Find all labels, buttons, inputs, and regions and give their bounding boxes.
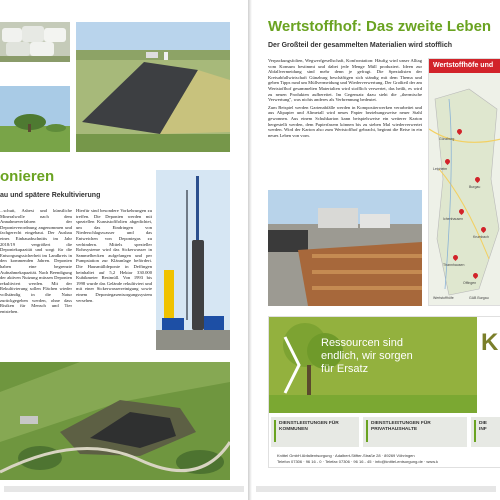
map-place-label: Offingen bbox=[463, 281, 477, 285]
map-place-label: Leipheim bbox=[433, 167, 448, 171]
photo-crane bbox=[156, 170, 230, 350]
left-body-column-1: ...schutt, Asbest und künstliche Mineralwolle nach dem Annahmeverfahren der Deponieverordnung angenommen und fachgerecht eingebaut. Der Ausbau eines Einbauabschnitts im Jahr 2018/19 vergrößert die Deponiekapazität und sorgt für die Entsorgungssicherheit im Landkreis in den kommenden Jahren. Deponien haben eine begrenzte Aufnahmekapazität. Nach Beendigung der aktiven Nutzung müssen Deponien rekultiviert werden. Mit der Rekultivierung sollen Flächen wieder vollständig in die Natur zurückgegeben werden, ohne dass Risiken für Mensch und Tier entstehen. bbox=[0, 208, 72, 314]
ad-slogan-line: für Ersatz bbox=[321, 363, 369, 375]
left-body-column-2: Hierfür sind besondere Vorkehrungen zu treffen. Die Deponien werden mit speziellen Kunststofffolien abgedichtet, um das Eindringen von Niederschlagswasser und das Entweichen von Deponiegas zu verhindern. Mittels spezieller Rohrsysteme wird das Sickerwasser in Sammelbecken aufgefangen und per Pumpstation zur Kläranlage befördert. Die Hausmülldeponie in Deffingen beinhaltet auf 5,2 Hektar 330.000 Kubikmeter Restmüll. Von 1993 bis 1998 wurde das Gelände rekultiviert und mit einer Sickerwasserreinigung sowie einem Deponiegasentsorgungssystem versehen. bbox=[76, 208, 152, 303]
service-box-municipal bbox=[271, 417, 359, 447]
ad-contact-address: Knittel GmbH Abfallentsorgung · Adalbert-Stifter-Straße 28 · 89269 Vöhringen bbox=[277, 453, 415, 458]
left-page-footer-bar bbox=[4, 486, 244, 492]
map-place-label: Krumbach bbox=[473, 235, 489, 239]
left-subheadline: au und spätere Rekultivierung bbox=[0, 192, 101, 199]
knittel-logo-letter: K bbox=[481, 329, 499, 356]
map-place-label: Günzburg bbox=[439, 137, 455, 141]
photo-aerial-landfill bbox=[0, 362, 230, 480]
service-box-partial bbox=[471, 417, 500, 447]
service-box-line: DIENSTLEISTUNGEN FÜR bbox=[279, 421, 339, 426]
left-headline: onieren bbox=[0, 168, 55, 185]
map-legend-item: Wertstoffhöfe bbox=[433, 296, 454, 300]
service-box-private bbox=[363, 417, 467, 447]
ad-slogan-line: Ressourcen sind bbox=[321, 337, 403, 349]
photo-landfill-liner bbox=[76, 22, 230, 152]
right-page-footer-bar bbox=[256, 486, 496, 492]
photo-bales bbox=[0, 22, 70, 62]
map-title: Wertstoffhöfe und bbox=[429, 59, 500, 73]
ad-banner bbox=[269, 317, 500, 413]
service-box-line: INF bbox=[479, 427, 487, 433]
right-body-text bbox=[268, 58, 422, 184]
ad-slogan-line: endlich, wir sorgen bbox=[321, 350, 413, 362]
service-box-line: PRIVATHAUSHALTE bbox=[371, 427, 418, 433]
map-graphic bbox=[429, 59, 500, 305]
right-subheadline: Der Großteil der gesammelten Materialien wird stofflich bbox=[268, 42, 452, 49]
map-place-label: Ichenhausen bbox=[443, 217, 464, 221]
ad-contact-phone: Telefon 07306 · 96 16 - 0 · Telefax 07306 · 96 16 - 45 · info@knittel-entsorgung.de · www.k bbox=[277, 459, 438, 464]
service-box-line: DIENSTLEISTUNGEN FÜR bbox=[371, 421, 431, 426]
map-place-label: Burgau bbox=[469, 185, 481, 189]
recycling-map bbox=[428, 58, 500, 306]
service-box-line: DIE bbox=[479, 421, 487, 426]
ad-slogan bbox=[321, 337, 413, 376]
photo-field-tree bbox=[0, 86, 70, 152]
right-headline: Wertstoffhof: Das zweite Leben bbox=[268, 18, 492, 35]
photo-recycling-yard bbox=[268, 190, 422, 306]
right-body-paragraph-1: Verpackungsfolien, Wegwerfgesellschaft, Konfrontation: Häufig wird unser Alltag vom Konsum bestimmt und dabei jede Menge Müll produziert. Ideen zur Abfallvermeidung sind mehr denn je gefragt. Die Spezialisten der Kreisabfallwirtschaft Günzburg beschäftigen sich ständig mit dem Thema und geben Tipps rund um Müllvermeidung und Wiederverwertung. Der Großteil der am Wertstoffhof gesammelten Materialien wird stofflich verwertet, das heißt, es wird zu neuen Produkten aufbereitet. Im Gegensatz dazu steht die „thermische Verwertung", was nichts anderes als Verbrennung bedeutet. bbox=[268, 58, 422, 103]
knittel-advertisement bbox=[268, 316, 500, 468]
map-place-label: Thannhausen bbox=[443, 263, 465, 267]
knittel-logo bbox=[477, 317, 500, 413]
map-legend-item: GAB Burgau bbox=[469, 296, 489, 300]
service-box-line: KOMMUNEN bbox=[279, 427, 308, 433]
left-page bbox=[0, 0, 248, 500]
right-body-paragraph-2: Zum Beispiel werden Gartenabfälle werden in Kompostierwerken verarbeitet und aus Altpapier und Altmetall wird neues Papier beziehungsweise neuer Stahl gewonnen. Aus einem Schuhkarton kann beispielsweise ein weiterer Karton hergestellt werden, dem Papierfasern können bis zu sieben Mal wiederverwertet werden. Wird der Karton also zum Wertstoffhof gebracht, beginnt die Reise in ein neues Leben von vorn. bbox=[268, 104, 422, 138]
